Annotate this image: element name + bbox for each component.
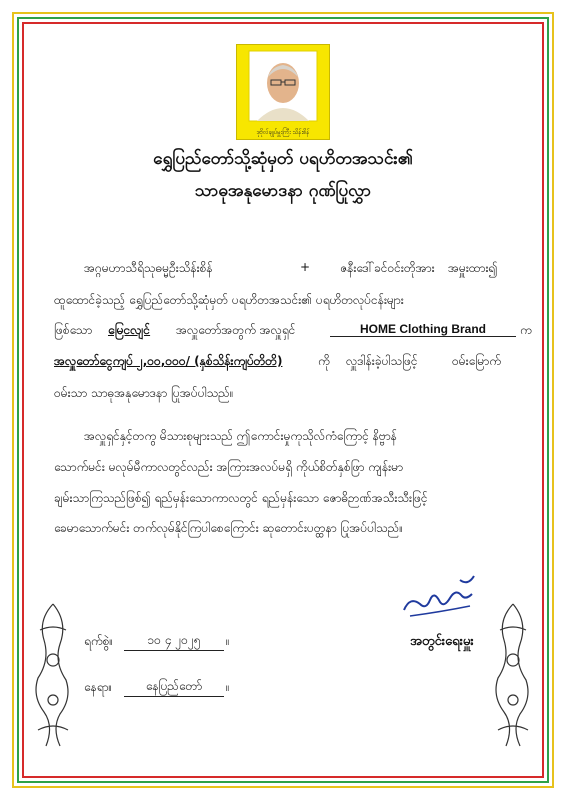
para1-text: ဇနီးဒေါ်ခင်ဝင်းတိုအား (340, 261, 435, 275)
right-ornament-icon (490, 600, 536, 750)
para2-text: ခေမာသောက်မင်း တက်လုမ်နိုင်ကြပါစေကြောင်း ဆုတောင်းပတ္ထနာ ပြုအပ်ပါသည်။ (54, 521, 403, 535)
para1-text: အလှူတော်အတွက် အလှူရှင် (176, 323, 296, 337)
title-line-1: ရွှေပြည်တော်သို့ဆုံမှတ် ပရဟိတအသင်း၏ (153, 149, 413, 169)
para1-text: ဝမ်းမြောက် (452, 354, 501, 368)
plus-sign: + (300, 260, 311, 274)
donation-amount: အလှူတော်ငွေကျပ် ၂,၀၀,၀၀၀/ (နှစ်သိန်းကျပ်တိတိ) (54, 354, 283, 368)
place-end: ။ (226, 680, 230, 694)
portrait-photo (236, 44, 330, 140)
para1-text: အဂ္ဂမဟာသီရိသုဓမ္မဦးသိန်းစိန် (84, 261, 213, 275)
para1-text: လှူဒါန်းခဲ့ပါသဖြင့် (346, 354, 418, 368)
para1-text: ဖြစ်သော (54, 323, 93, 337)
para1-text: က (520, 323, 532, 337)
place-value: နေပြည်တော် (124, 678, 224, 697)
para1-text: ကို (318, 354, 330, 368)
earthquake-label: မြေငလျင် (108, 323, 151, 337)
date-end: ။ (226, 634, 230, 648)
place-label: နေရာ။ (84, 680, 113, 694)
date-label: ရက်စွဲ။ (84, 634, 114, 648)
title-line-2: သာဓုအနုမောဒနာ ဂုဏ်ပြုလွှာ (194, 181, 372, 201)
para1-text: ထူထောင်ခဲ့သည့် ရွှေပြည်တော်သို့ဆုံမှတ် ပရဟိတအသင်း၏ ပရဟိတလုပ်ငန်းများ (54, 293, 404, 307)
date-value: ၁၀ ၄ ၂၀၂၅ (124, 632, 224, 651)
para2-text: အလှူရှင်နှင့်တကွ မိသားစုများသည် ဤကောင်းမှုကုသိုလ်ကံကြောင့် နိဗ္ဗာန် (84, 429, 397, 443)
donor-name-field: HOME Clothing Brand (330, 322, 516, 337)
signature (400, 572, 480, 626)
portrait-caption: ဒုဗိုလ်ချုပ်မှူးကြီး သိန်းစိန် (256, 129, 310, 136)
left-ornament-icon (30, 600, 76, 750)
signer-title: အတွင်းရေးမှူး (410, 634, 474, 649)
para1-text: အမှူးထား၍ (448, 261, 498, 275)
para2-text: ချမ်းသာကြသည်ဖြစ်၍ ရည်မှန်းသောကာလတွင် ရည်မှန်းသော ဇောဓိဉာဏ်အသီးသီးဖြင့် (54, 491, 428, 505)
para1-text: ဝမ်းသာ သာဓုအနုမောဒနာ ပြုအပ်ပါသည်။ (54, 386, 234, 400)
para2-text: သောက်မင်း မလုမ်မီကာလတွင်လည်း အကြားအလပ်မရှိ ကိုယ်စိတ်နှစ်ဖြာ ကျန်းမာ (54, 460, 403, 474)
